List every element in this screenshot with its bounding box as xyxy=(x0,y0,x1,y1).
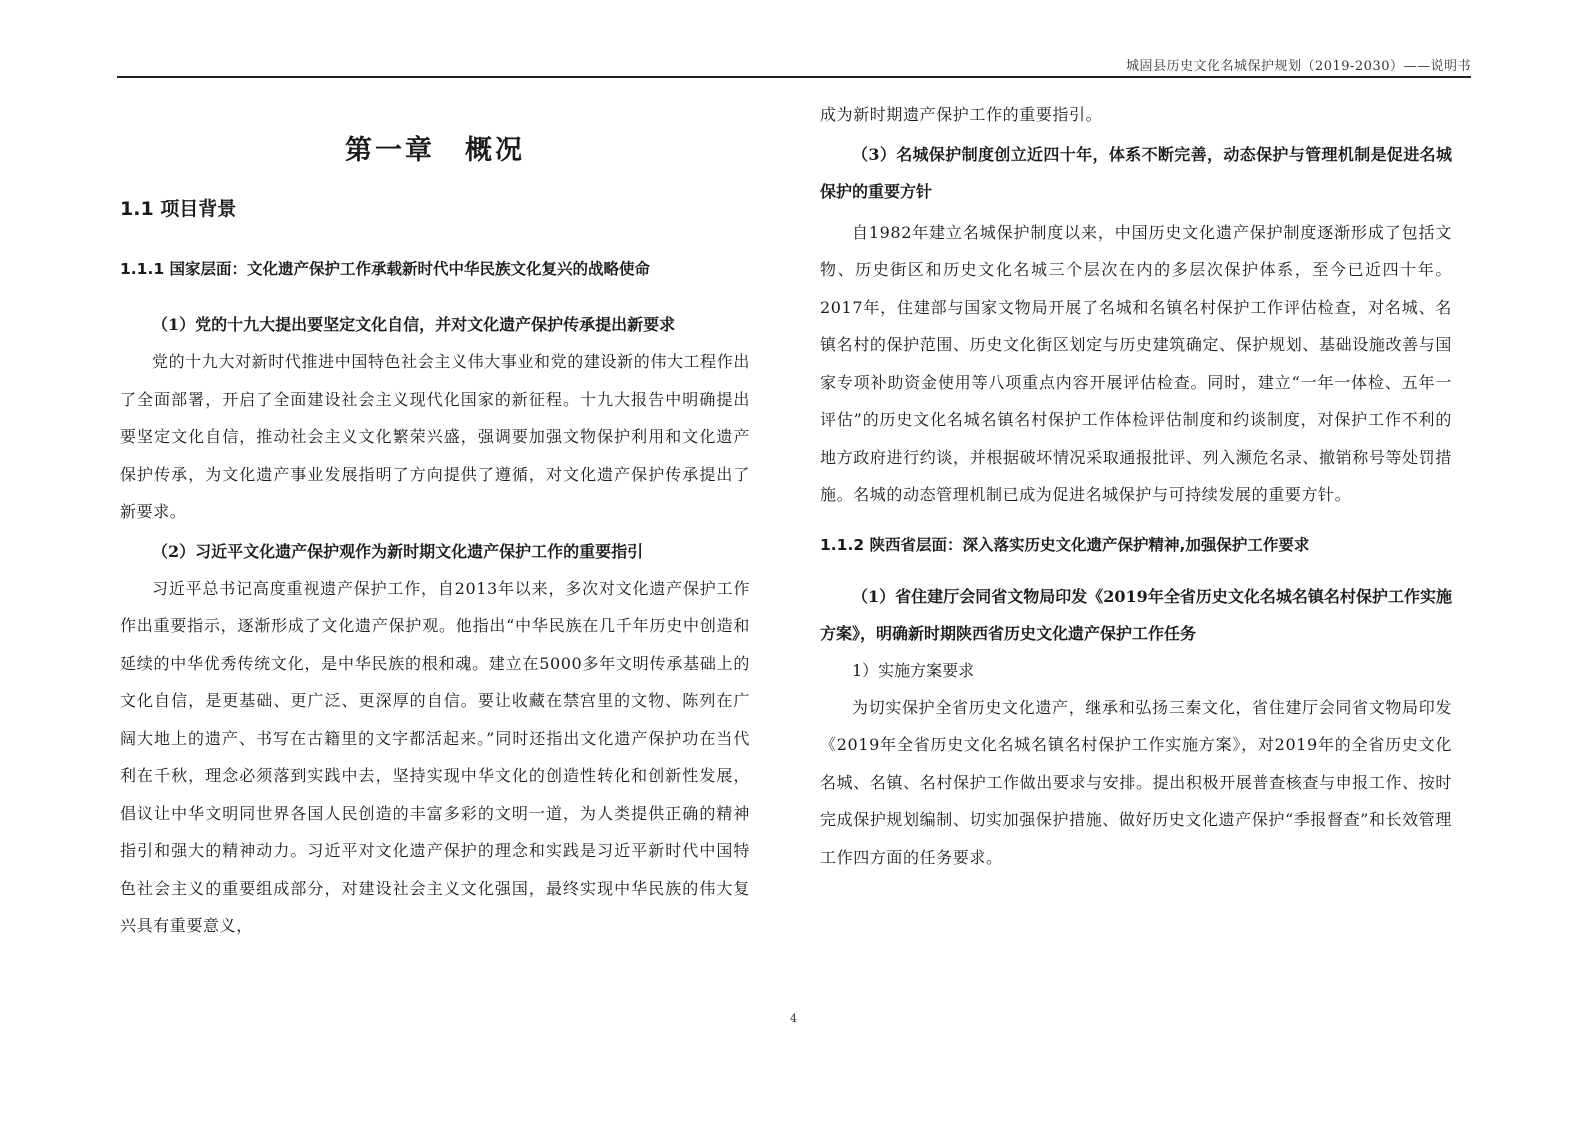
item-paragraph-1: 党的十九大对新时代推进中国特色社会主义伟大事业和党的建设新的伟大工程作出了全面部署，开启了全面建设社会主义现代化国家的新征程。十九大报告中明确提出要坚定文化自信，推动社会主义文化繁荣兴盛，强调要加强文物保护利用和文化遗产保护传承，为文化遗产事业发展指明了方向提供了遵循，对文化遗产保护传承提出了新要求。 xyxy=(120,352,750,521)
sub-paragraph-implementation: 为切实保护全省历史文化遗产，继承和弘扬三秦文化，省住建厅会同省文物局印发《2019年全省历史文化名城名镇名村保护工作实施方案》，对2019年的全省历史文化名城、名镇、名村保护工作做出要求与安排。提出积极开展普查核查与申报工作、按时完成保护规划编制、切实加强保护措施、做好历史文化遗产保护“季报督查”和长效管理工作四方面的任务要求。 xyxy=(820,697,1452,867)
item-heading-1: （1）党的十九大提出要坚定文化自信，并对文化遗产保护传承提出新要求 xyxy=(152,315,676,334)
item-paragraph-3: 自1982年建立名城保护制度以来，中国历史文化遗产保护制度逐渐形成了包括文物、历史街区和历史文化名城三个层次在内的多层次保护体系，至今已近四十年。2017年，住建部与国家文物局开展了名城和名镇名村保护工作评估检查，对名城、名镇名村的保护范围、历史文化街区划定与历史建筑确定、保护规划、基础设施改善与国家专项补助资金使用等八项重点内容开展评估检查。同时，建立“一年一体检、五年一评估”的历史文化名城名镇名村保护工作体检评估制度和约谈制度，对保护工作不利的地方政府进行约谈，并根据破坏情况采取通报批评、列入濒危名录、撤销称号等处罚措施。名城的动态管理机制已成为促进名城保护与可持续发展的重要方针。 xyxy=(820,222,1452,504)
section-heading-1-1: 1.1 项目背景 xyxy=(120,198,237,220)
continued-paragraph: 成为新时期遗产保护工作的重要指引。 xyxy=(820,105,1103,124)
left-column xyxy=(120,92,750,1032)
item-paragraph-2: 习近平总书记高度重视遗产保护工作，自2013年以来，多次对文化遗产保护工作作出重要指示，逐渐形成了文化遗产保护观。他指出“中华民族在几千年历史中创造和延续的中华优秀传统文化，是中华民族的根和魂。建立在5000多年文明传承基础上的文化自信，是更基础、更广泛、更深厚的自信。要让收藏在禁宫里的文物、陈列在广阔大地上的遗产、书写在古籍里的文字都活起来。”同时还指出文化遗产保护功在当代利在千秋，理念必须落到实践中去，坚持实现中华文化的创造性转化和创新性发展，倡议让中华文明同世界各国人民创造的丰富多彩的文明一道，为人类提供正确的精神指引和强大的精神动力。习近平对文化遗产保护的理念和实践是习近平新时代中国特色社会主义的重要组成部分，对建设社会主义文化强国，最终实现中华民族的伟大复兴具有重要意义， xyxy=(120,578,750,935)
running-header: 城固县历史文化名城保护规划（2019-2030）——说明书 xyxy=(1125,59,1471,74)
page-number: 4 xyxy=(790,1012,797,1025)
section-heading-1-1-1: 1.1.1 国家层面：文化遗产保护工作承载新时代中华民族文化复兴的战略使命 xyxy=(120,260,651,278)
item-heading-2: （2）习近平文化遗产保护观作为新时期文化遗产保护工作的重要指引 xyxy=(152,541,644,561)
item-heading-shaanxi-1: （1）省住建厅会同省文物局印发《2019年全省历史文化名城名镇名村保护工作实施方案》，明确新时期陕西省历史文化遗产保护工作任务 xyxy=(820,586,1452,643)
header-rule xyxy=(117,76,1471,78)
item-heading-3: （3）名城保护制度创立近四十年，体系不断完善，动态保护与管理机制是促进名城保护的重要方针 xyxy=(820,144,1452,201)
right-column xyxy=(820,92,1452,1032)
sub-heading-implementation: 1）实施方案要求 xyxy=(852,660,975,680)
section-heading-1-1-2: 1.1.2 陕西省层面：深入落实历史文化遗产保护精神,加强保护工作要求 xyxy=(820,535,1310,554)
chapter-title: 第一章 概况 xyxy=(345,135,525,166)
